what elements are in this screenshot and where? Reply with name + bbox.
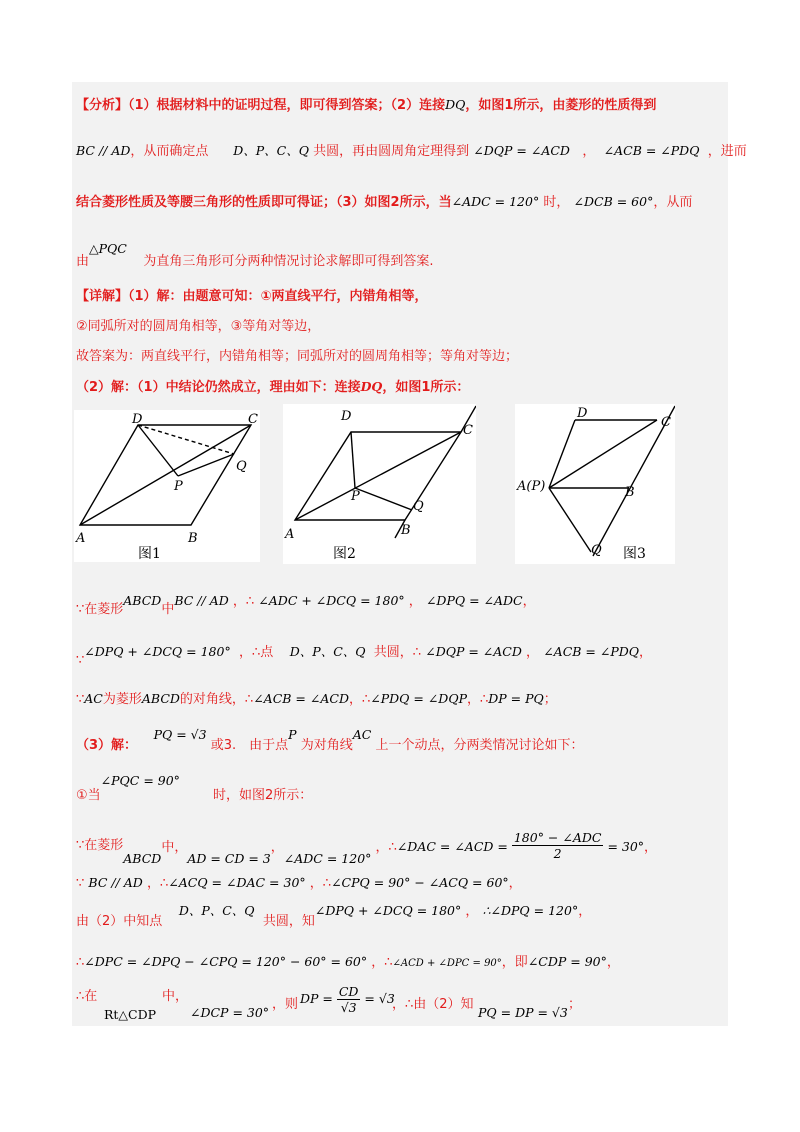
math: = 30° bbox=[603, 839, 645, 854]
fraction bbox=[337, 984, 361, 1015]
math: ∠DPQ + ∠DCQ = 180° bbox=[314, 903, 462, 918]
math: AC bbox=[352, 727, 372, 742]
proof-line-4 bbox=[76, 727, 584, 753]
proof-text: 或3. 由于点 bbox=[210, 738, 289, 753]
math: AD = CD = 3 bbox=[187, 851, 271, 866]
label-c: C bbox=[463, 423, 473, 438]
proof-text: ， bbox=[606, 955, 620, 970]
math: D、P、C、Q bbox=[178, 903, 255, 918]
math: ∠ACQ = ∠DAC = 30° bbox=[168, 875, 306, 890]
proof-text: ， bbox=[639, 645, 653, 660]
analysis-text: 时， bbox=[543, 195, 570, 210]
math: PQ = √3 bbox=[153, 727, 207, 742]
analysis-text: 为直角三角形可分两种情况讨论求解即可得到答案. bbox=[143, 254, 434, 269]
proof-text: 中， bbox=[162, 989, 189, 1004]
proof-line-8 bbox=[76, 902, 592, 929]
proof-line-9 bbox=[76, 953, 620, 973]
proof-text: ，则 bbox=[272, 997, 299, 1012]
math: ∠ADC = 120° bbox=[451, 194, 540, 209]
label-a-p: A(P) bbox=[517, 479, 546, 494]
math: ∠DCP = 30° bbox=[190, 1005, 270, 1020]
proof-text: ，∴ bbox=[232, 594, 255, 609]
figure-2-caption: 图2 bbox=[333, 546, 356, 562]
proof-text: ∴ bbox=[76, 955, 85, 970]
label-b: B bbox=[401, 523, 411, 538]
proof-text: （3）解： bbox=[76, 738, 138, 753]
proof-text: 为对角线 bbox=[300, 738, 353, 753]
math: PQ = DP = √3 bbox=[478, 1005, 568, 1020]
proof-text: ，∴ bbox=[309, 876, 332, 891]
proof-text: ∴在 bbox=[76, 989, 98, 1004]
detail-text: （2）解：（1）中结论仍然成立，理由如下：连接 bbox=[76, 380, 361, 395]
proof-text: ， bbox=[270, 840, 284, 855]
analysis-text: ，进而 bbox=[707, 144, 747, 159]
label-b: B bbox=[625, 485, 635, 500]
math: ∠DPQ + ∠DCQ = 180° bbox=[84, 644, 231, 659]
proof-text: ，∴ bbox=[466, 692, 489, 707]
math: = √3 bbox=[360, 991, 395, 1006]
proof-line-6 bbox=[76, 830, 658, 866]
math: BC // AD bbox=[88, 875, 143, 890]
math: ABCD bbox=[141, 691, 180, 706]
fraction-denominator: √3 bbox=[340, 1000, 357, 1015]
fraction-numerator: CD bbox=[338, 984, 359, 999]
proof-text: 共圆，知 bbox=[262, 914, 315, 929]
detail-line-2: ②同弧所对的圆周角相等，③等角对等边， bbox=[76, 319, 321, 334]
math: ∠DQP = ∠ACD bbox=[425, 644, 522, 659]
math: D、P、C、Q bbox=[233, 143, 309, 158]
proof-text: ， bbox=[522, 594, 536, 609]
figure-3 bbox=[515, 404, 675, 564]
figure-1-caption: 图1 bbox=[138, 546, 161, 562]
analysis-text: 【分析】（1）根据材料中的证明过程，即可得到答案；（2）连接 bbox=[76, 98, 446, 113]
label-b: B bbox=[188, 531, 198, 546]
detail-line-3: 故答案为：两直线平行，内错角相等；同弧所对的圆周角相等；等角对等边； bbox=[76, 349, 519, 364]
math: ∠DPC = ∠DPQ − ∠CPQ = 120° − 60° = 60° bbox=[84, 954, 368, 969]
math: ABCD bbox=[123, 851, 162, 866]
proof-text: ， bbox=[578, 904, 592, 919]
proof-text: 为菱形 bbox=[102, 692, 142, 707]
label-q: Q bbox=[236, 459, 247, 474]
proof-line-7 bbox=[76, 874, 522, 893]
proof-line-5 bbox=[76, 772, 313, 803]
math-dq: DQ bbox=[360, 379, 383, 394]
analysis-text: 共圆，再由圆周角定理得到 bbox=[313, 144, 470, 159]
proof-text: ， bbox=[408, 594, 422, 609]
math: BC // AD bbox=[174, 593, 229, 608]
math: ∠CDP = 90° bbox=[527, 954, 607, 969]
math: AC bbox=[84, 691, 103, 706]
detail-line-4 bbox=[76, 378, 469, 397]
proof-text: ∵ bbox=[76, 653, 85, 668]
figure-1 bbox=[74, 410, 260, 562]
math: ∠DAC = ∠ACD = bbox=[396, 839, 512, 854]
fraction bbox=[512, 830, 604, 861]
math: DP = bbox=[300, 991, 337, 1006]
math: ∠PDQ = ∠DQP bbox=[370, 691, 467, 706]
proof-text: ，∴ bbox=[146, 876, 169, 891]
proof-text: ， bbox=[508, 876, 522, 891]
proof-text: ，∴ bbox=[348, 692, 371, 707]
math: ∠DPQ = ∠ADC bbox=[425, 593, 523, 608]
label-d: D bbox=[577, 406, 588, 421]
proof-line-10 bbox=[76, 984, 582, 1022]
analysis-line-1 bbox=[76, 96, 656, 115]
math: ∠PQC = 90° bbox=[100, 773, 180, 788]
label-p: P bbox=[351, 489, 360, 504]
label-c: C bbox=[248, 412, 258, 427]
math: ∠ADC + ∠DCQ = 180° bbox=[258, 593, 405, 608]
proof-text: ， bbox=[526, 645, 540, 660]
proof-text: 中 bbox=[161, 602, 175, 617]
analysis-line-4 bbox=[76, 241, 434, 269]
fraction-denominator: 2 bbox=[553, 846, 562, 861]
math: △PQC bbox=[89, 241, 127, 256]
analysis-text: ， bbox=[582, 144, 596, 159]
proof-text: ， bbox=[465, 904, 479, 919]
analysis-text: ，从而 bbox=[653, 195, 693, 210]
proof-text: ； bbox=[568, 997, 582, 1012]
proof-text: ，∴ bbox=[371, 955, 393, 970]
math: D、P、C、Q bbox=[289, 644, 366, 659]
proof-text: ，即 bbox=[501, 955, 528, 970]
proof-line-3 bbox=[76, 690, 557, 709]
proof-text: ∵在菱形 bbox=[76, 838, 124, 853]
math: BC // AD bbox=[76, 143, 131, 158]
math: ∠DCB = 60° bbox=[573, 194, 654, 209]
figure-2 bbox=[283, 404, 476, 564]
math: ∠ADC = 120° bbox=[283, 851, 372, 866]
analysis-text: 结合菱形性质及等腰三角形的性质即可得证；（3）如图2所示，当 bbox=[76, 195, 452, 210]
label-c: C bbox=[661, 415, 671, 430]
label-p: P bbox=[174, 479, 183, 494]
proof-line-2 bbox=[76, 643, 653, 668]
dp-equation bbox=[300, 984, 395, 1015]
label-a: A bbox=[76, 531, 86, 546]
analysis-line-2 bbox=[76, 142, 747, 161]
math-dq: DQ bbox=[445, 97, 466, 112]
analysis-text: ，从而确定点 bbox=[130, 144, 209, 159]
proof-text: 时，如图2所示： bbox=[213, 788, 313, 803]
proof-text: ， bbox=[644, 840, 658, 855]
math: P bbox=[288, 727, 297, 742]
analysis-text: ，如图1所示，由菱形的性质得到 bbox=[465, 98, 657, 113]
proof-line-1 bbox=[76, 592, 536, 617]
detail-line-1: 【详解】（1）解：由题意可知：①两直线平行，内错角相等， bbox=[76, 289, 428, 304]
proof-text: 共圆，∴ bbox=[373, 645, 422, 660]
math: Rt△CDP bbox=[104, 1007, 157, 1022]
math: ∠ACB = ∠PDQ bbox=[603, 143, 700, 158]
label-q: Q bbox=[591, 543, 602, 558]
proof-text: ，∴由（2）知 bbox=[392, 997, 474, 1012]
math: ∠CPQ = 90° − ∠ACQ = 60° bbox=[331, 875, 509, 890]
detail-text: ，如图1所示： bbox=[382, 380, 470, 395]
math: ∠ACB = ∠PDQ bbox=[543, 644, 640, 659]
proof-text: ①当 bbox=[76, 788, 101, 803]
fraction-numerator: 180° − ∠ADC bbox=[513, 830, 602, 845]
proof-text: ∵在菱形 bbox=[76, 602, 124, 617]
proof-text: 中， bbox=[161, 840, 188, 855]
proof-text: 的对角线，∴ bbox=[179, 692, 254, 707]
math: ∴∠DPQ = 120° bbox=[482, 903, 579, 918]
label-d: D bbox=[132, 412, 143, 427]
math: ∠ACD + ∠DPC = 90° bbox=[392, 958, 502, 969]
proof-text: ； bbox=[543, 692, 557, 707]
label-q: Q bbox=[413, 499, 424, 514]
math: ABCD bbox=[123, 593, 162, 608]
figure-3-caption: 图3 bbox=[623, 546, 646, 562]
proof-text: ，∴点 bbox=[238, 645, 274, 660]
label-a: A bbox=[285, 527, 295, 542]
proof-text: ∵ bbox=[76, 876, 85, 891]
math: ∠DQP = ∠ACD bbox=[473, 143, 570, 158]
analysis-line-3 bbox=[76, 193, 692, 212]
proof-text: 上一个动点，分两类情况讨论如下： bbox=[375, 738, 584, 753]
proof-text: ∵ bbox=[76, 692, 85, 707]
math: ∠ACB = ∠ACD bbox=[253, 691, 349, 706]
label-d: D bbox=[341, 409, 352, 424]
proof-text: ，∴ bbox=[375, 840, 397, 855]
math: DP = PQ bbox=[488, 691, 544, 706]
analysis-text: 由 bbox=[76, 254, 90, 269]
proof-text: 由（2）中知点 bbox=[76, 914, 163, 929]
